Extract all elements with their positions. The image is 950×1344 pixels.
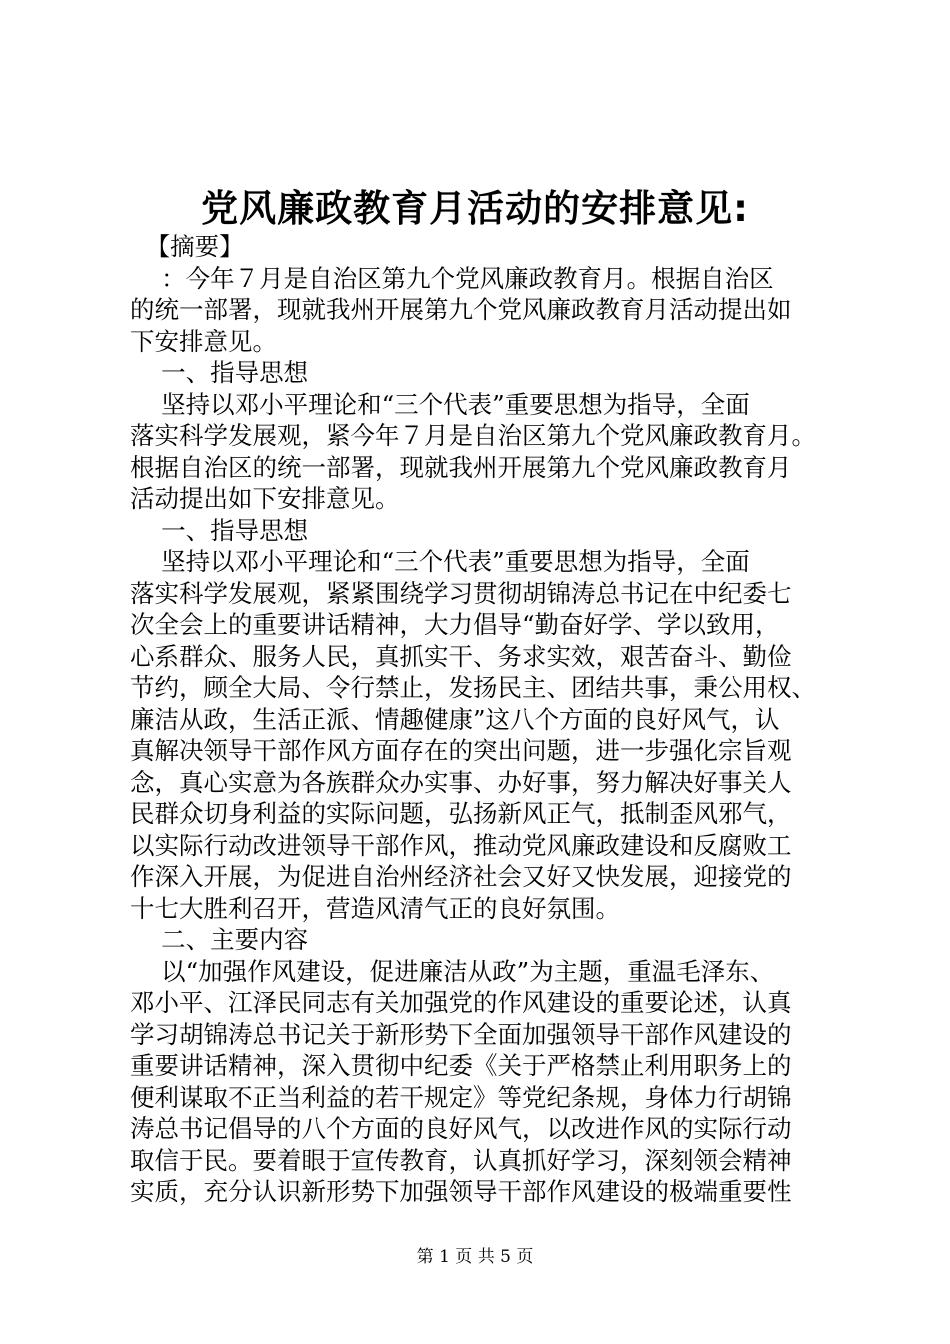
text-line: 坚持以邓小平理论和“三个代表”重要思想为指导，全面 — [130, 547, 750, 576]
document-body — [130, 231, 832, 1208]
text-line: 二、主要内容 — [130, 925, 309, 954]
text-line: 次全会上的重要讲话精神，大力倡导“勤奋好学、学以致用， — [130, 610, 780, 639]
document-title: 党风廉政教育月活动的安排意见: — [201, 187, 749, 230]
text-line: 取信于民。要着眼于宣传教育，认真抓好学习，深刻领会精神 — [130, 1145, 792, 1175]
text-line: 一、指导思想 — [130, 515, 309, 545]
text-line: 涛总书记倡导的八个方面的良好风气，以改进作风的实际行动 — [130, 1114, 792, 1143]
text-line: 坚持以邓小平理论和“三个代表”重要思想为指导，全面 — [130, 389, 750, 419]
text-line: 重要讲话精神，深入贯彻中纪委《关于严格禁止利用职务上的 — [130, 1051, 792, 1080]
text-line: 下安排意见。 — [130, 326, 277, 356]
text-line: 真解决领导干部作风方面存在的突出问题，进一步强化宗旨观 — [130, 736, 792, 765]
text-line: 廉洁从政，生活正派、情趣健康”这八个方面的良好风气，认 — [130, 704, 780, 734]
text-line: 十七大胜利召开，营造风清气正的良好氛围。 — [130, 893, 620, 923]
text-line: 实质，充分认识新形势下加强领导干部作风建设的极端重要性 — [130, 1177, 792, 1206]
text-line: 根据自治区的统一部署，现就我州开展第九个党风廉政教育月 — [130, 452, 792, 482]
text-line: 学习胡锦涛总书记关于新形势下全面加强领导干部作风建设的 — [130, 1019, 792, 1049]
text-line: 以实际行动改进领导干部作风，推动党风廉政建设和反腐败工 — [130, 830, 792, 860]
text-line: ：今年７月是自治区第九个党风廉政教育月。根据自治区 — [130, 263, 774, 293]
text-line: 以“加强作风建设，促进廉洁从政”为主题，重温毛泽东、 — [130, 956, 775, 986]
text-line: 【摘要】 — [130, 232, 244, 261]
text-line: 便利谋取不正当利益的若干规定》等党纪条规，身体力行胡锦 — [130, 1082, 792, 1112]
text-line: 落实科学发展观，紧今年７月是自治区第九个党风廉政教育月。 — [130, 421, 816, 450]
text-line: 邓小平、江泽民同志有关加强党的作风建设的重要论述，认真 — [130, 988, 792, 1017]
text-line: 心系群众、服务人民，真抓实干、务求实效，艰苦奋斗、勤俭 — [130, 641, 792, 671]
text-line: 一、指导思想 — [130, 358, 309, 387]
text-line: 作深入开展，为促进自治州经济社会又好又快发展，迎接党的 — [130, 862, 792, 891]
text-line: 的统一部署，现就我州开展第九个党风廉政教育月活动提出如 — [130, 295, 792, 324]
text-line: 落实科学发展观，紧紧围绕学习贯彻胡锦涛总书记在中纪委七 — [130, 578, 792, 608]
text-line: 民群众切身利益的实际问题，弘扬新风正气，抵制歪风邪气， — [130, 799, 792, 828]
page-footer: 第 1 页 共 5 页 — [416, 1247, 534, 1267]
text-line: 念，真心实意为各族群众办实事、办好事，努力解决好事关人 — [130, 767, 792, 797]
text-line: 活动提出如下安排意见。 — [130, 484, 400, 513]
text-line: 节约，顾全大局、令行禁止，发扬民主、团结共事，秉公用权、 — [130, 673, 816, 702]
